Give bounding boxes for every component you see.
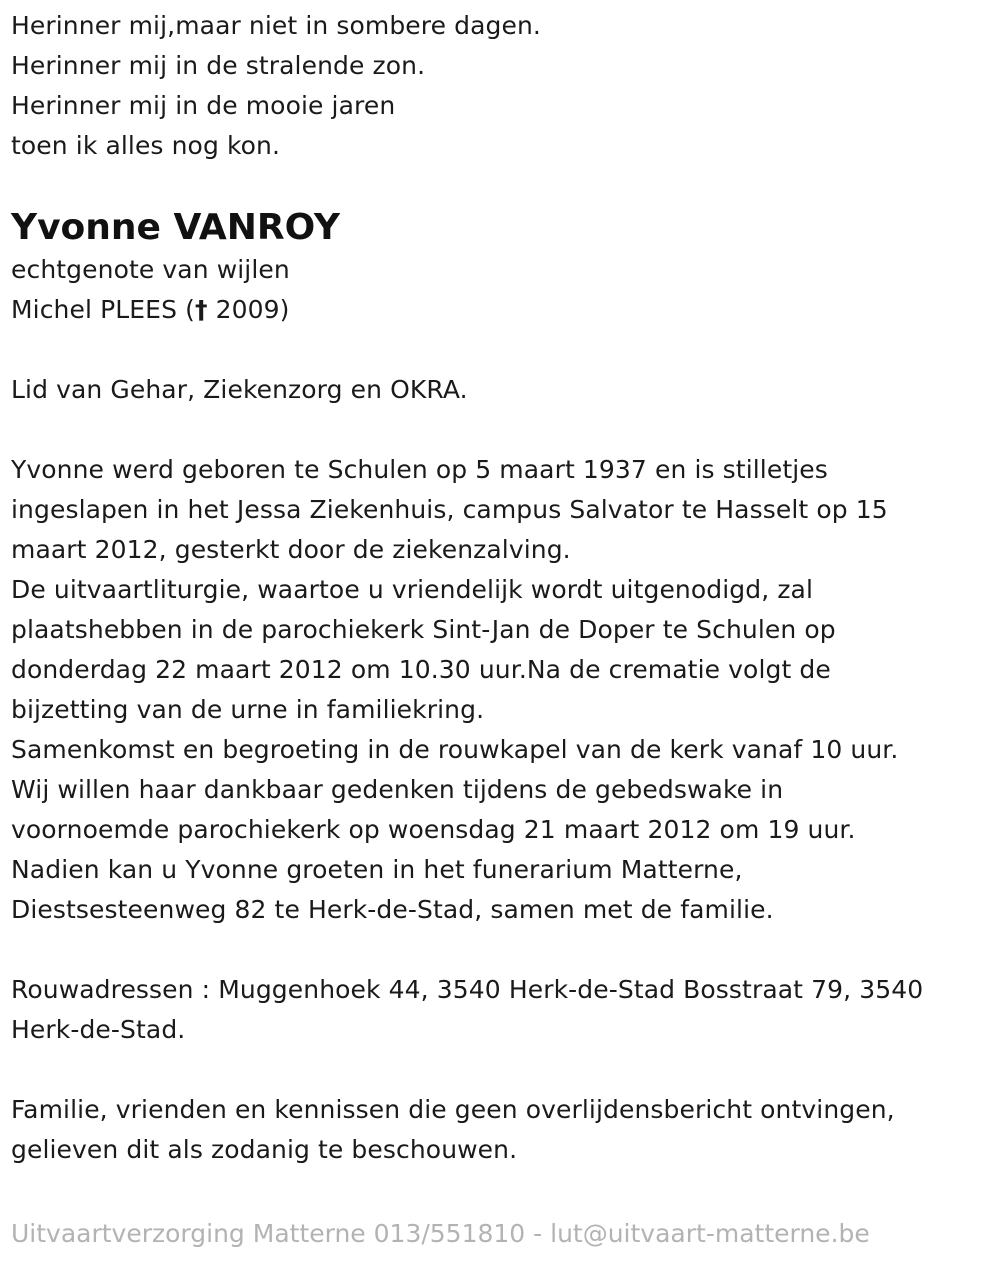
spacer — [11, 166, 986, 204]
spacer — [11, 330, 986, 370]
spacer — [11, 930, 986, 970]
funeral-home-footer: Uitvaartverzorging Matterne 013/551810 - lut@uitvaart-matterne.be — [11, 1219, 870, 1248]
body-line: donderdag 22 maart 2012 om 10.30 uur.Na de crematie volgt de — [11, 655, 831, 684]
body-line: Nadien kan u Yvonne groeten in het funerarium Matterne, — [11, 855, 743, 884]
notice-line: Familie, vrienden en kennissen die geen overlijdensbericht ontvingen, — [11, 1095, 895, 1124]
notice-line: gelieven dit als zodanig te beschouwen. — [11, 1135, 518, 1164]
spacer — [11, 1050, 986, 1090]
body-text — [11, 450, 986, 930]
poem-line-2: Herinner mij in de stralende zon. — [11, 51, 426, 80]
membership-text: Lid van Gehar, Ziekenzorg en OKRA. — [11, 375, 468, 404]
body-line: Yvonne werd geboren te Schulen op 5 maart 1937 en is stilletjes — [11, 455, 828, 484]
cross-icon: † — [194, 295, 208, 324]
poem-line-4: toen ik alles nog kon. — [11, 131, 281, 160]
body-line: De uitvaartliturgie, waartoe u vriendelijk wordt uitgenodigd, zal — [11, 575, 814, 604]
address-line: Herk-de-Stad. — [11, 1015, 186, 1044]
death-notice — [11, 6, 986, 1170]
body-line: Wij willen haar dankbaar gedenken tijdens de gebedswake in — [11, 775, 784, 804]
poem — [11, 6, 986, 166]
body-line: voornoemde parochiekerk op woensdag 21 maart 2012 om 19 uur. — [11, 815, 856, 844]
body-line: plaatshebben in de parochiekerk Sint-Jan de Doper te Schulen op — [11, 615, 836, 644]
poem-line-3: Herinner mij in de mooie jaren — [11, 91, 396, 120]
body-line: Samenkomst en begroeting in de rouwkapel van de kerk vanaf 10 uur. — [11, 735, 899, 764]
addresses — [11, 970, 986, 1050]
body-line: ingeslapen in het Jessa Ziekenhuis, campus Salvator te Hasselt op 15 — [11, 495, 888, 524]
body-line: bijzetting van de urne in familiekring. — [11, 695, 485, 724]
address-line: Rouwadressen : Muggenhoek 44, 3540 Herk-de-Stad Bosstraat 79, 3540 — [11, 975, 924, 1004]
spacer — [11, 410, 986, 450]
spouse-year: 2009) — [207, 295, 290, 324]
spouse-line — [11, 290, 986, 330]
spouse-name: Michel PLEES ( — [11, 295, 195, 324]
notice — [11, 1090, 986, 1170]
poem-line-1: Herinner mij,maar niet in sombere dagen. — [11, 11, 541, 40]
body-line: Diestsesteenweg 82 te Herk-de-Stad, samen met de familie. — [11, 895, 774, 924]
relation-text: echtgenote van wijlen — [11, 255, 290, 284]
body-line: maart 2012, gesterkt door de ziekenzalving. — [11, 535, 571, 564]
deceased-name: Yvonne VANROY — [11, 207, 340, 248]
